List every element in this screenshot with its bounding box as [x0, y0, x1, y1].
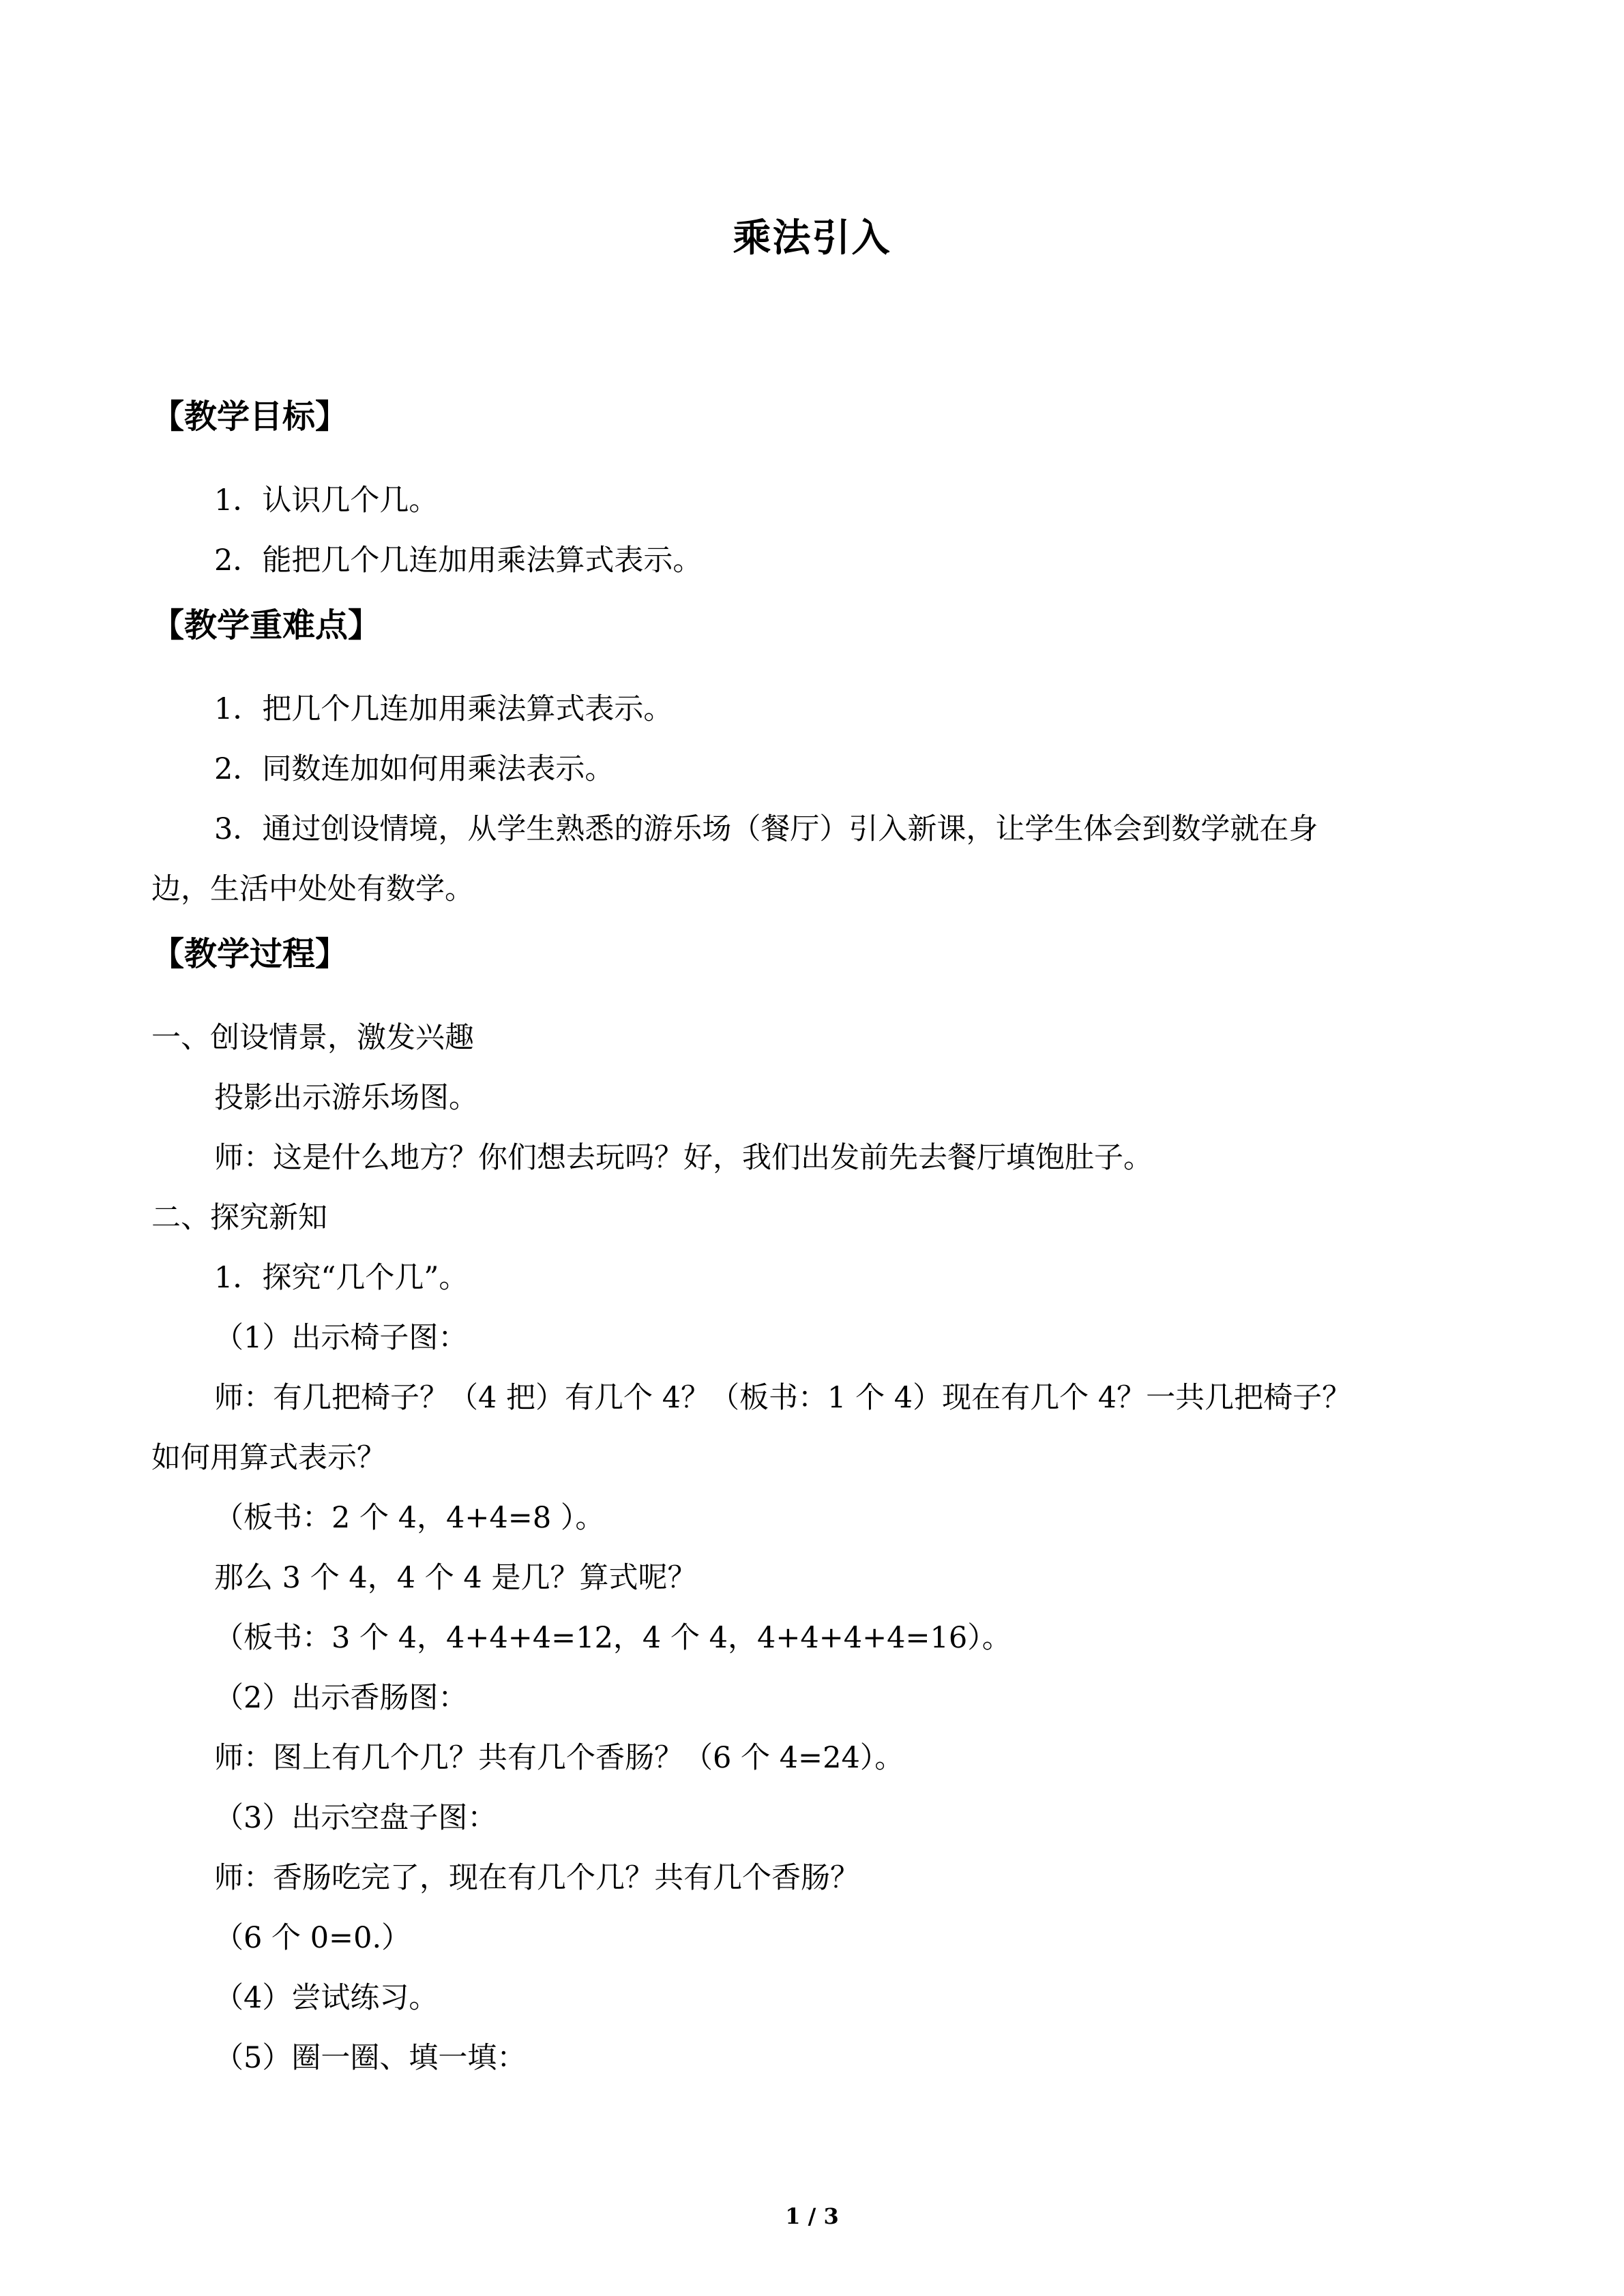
process-line: 那么 3 个 4，4 个 4 是几？算式呢？	[214, 1561, 697, 1595]
process-line: （3）出示空盘子图：	[214, 1801, 497, 1835]
key-point-item: 2．同数连加如何用乘法表示。	[214, 752, 615, 786]
process-line-continuation: 如何用算式表示？	[151, 1441, 386, 1475]
objective-item: 1．认识几个几。	[214, 483, 439, 518]
process-line: （板书：3 个 4，4+4+4=12，4 个 4，4+4+4+4=16）。	[214, 1621, 1012, 1655]
key-point-item: 1．把几个几连加用乘法算式表示。	[214, 692, 673, 726]
process-line: （5）圈一圈、填一填：	[214, 2041, 527, 2075]
process-subheading: 二、探究新知	[151, 1201, 327, 1235]
process-subheading: 一、创设情景，激发兴趣	[151, 1021, 474, 1055]
process-line: 师：香肠吃完了，现在有几个几？共有几个香肠？	[214, 1861, 859, 1895]
process-line: 投影出示游乐场图。	[214, 1081, 478, 1115]
process-line: （2）出示香肠图：	[214, 1681, 468, 1715]
objective-item: 2．能把几个几连加用乘法算式表示。	[214, 543, 703, 578]
process-line: 师：有几把椅子？（4 把）有几个 4？（板书：1 个 4）现在有几个 4？一共几把椅子？	[214, 1381, 1352, 1415]
page-number: 1 / 3	[785, 2203, 839, 2229]
document-title: 乘法引入	[733, 216, 891, 260]
process-line: （4）尝试练习。	[214, 1981, 439, 2015]
section-heading-process: 【教学过程】	[151, 935, 349, 973]
process-line: （6 个 0=0.）	[214, 1921, 411, 1955]
section-heading-objectives: 【教学目标】	[151, 398, 349, 436]
section-heading-key-points: 【教学重难点】	[151, 606, 381, 644]
process-line: （板书：2 个 4，4+4=8 ）。	[214, 1501, 605, 1535]
process-line: 1．探究“几个几”。	[214, 1261, 469, 1295]
process-line: 师：这是什么地方？你们想去玩吗？好，我们出发前先去餐厅填饱肚子。	[214, 1141, 1153, 1175]
key-point-item: 3．通过创设情境，从学生熟悉的游乐场（餐厅）引入新课，让学生体会到数学就在身	[214, 812, 1318, 846]
process-line: （1）出示椅子图：	[214, 1321, 468, 1355]
process-line: 师：图上有几个几？共有几个香肠？（6 个 4=24）。	[214, 1741, 904, 1775]
key-point-item-continuation: 边，生活中处处有数学。	[151, 872, 474, 906]
